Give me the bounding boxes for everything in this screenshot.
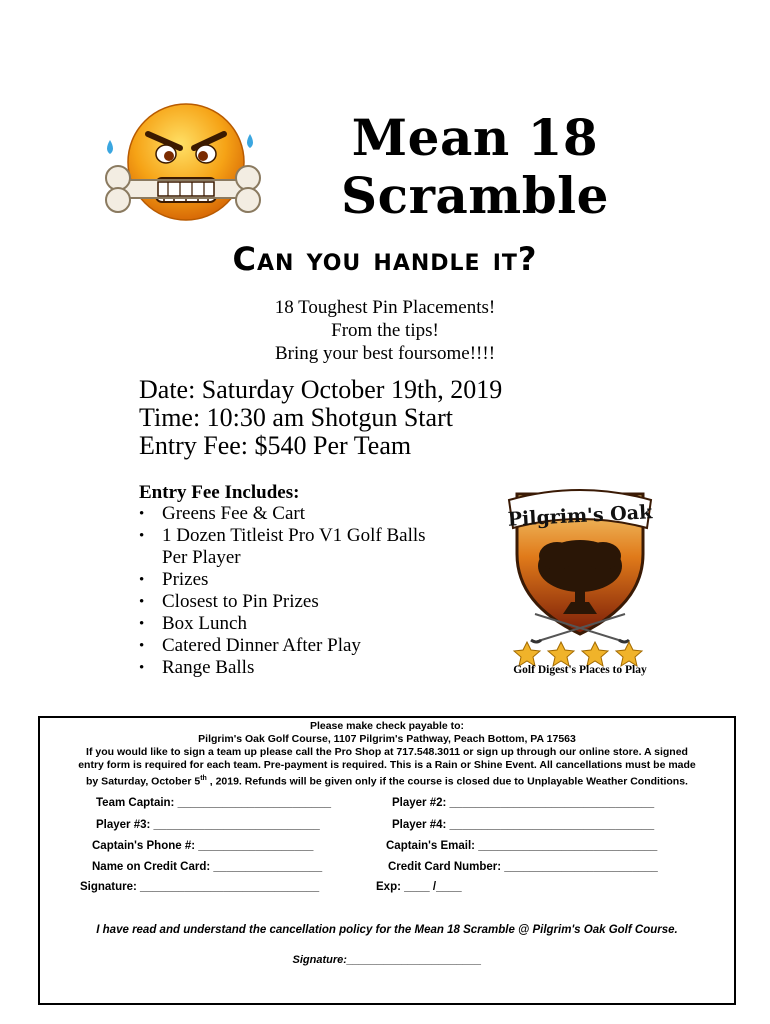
flyer-title-line1: Mean 18 — [351, 108, 599, 167]
list-item: • Prizes — [139, 569, 499, 591]
list-item: • Catered Dinner After Play — [139, 635, 499, 657]
logo-name: Pilgrim's Oak — [507, 501, 653, 531]
list-item: • Range Balls — [139, 657, 499, 679]
list-item: • 1 Dozen Titleist Pro V1 Golf Balls Per Player — [139, 525, 452, 569]
event-time: Time: 10:30 am Shotgun Start — [139, 403, 453, 432]
captain-phone-field[interactable]: Captain's Phone #: __________________ — [92, 840, 314, 852]
form-deadline-text: by Saturday, October 5 — [86, 775, 201, 788]
logo-caption: Golf Digest's Places to Play — [513, 664, 647, 676]
form-refund-text: , 2019. Refunds will be given only if the course is closed due to Unplayable Weather Conditions. — [206, 775, 688, 788]
includes-list — [139, 503, 499, 679]
player4-field[interactable]: Player #4: ________________________________ — [392, 819, 655, 831]
intro-line: From the tips! — [331, 320, 439, 341]
includes-heading: Entry Fee Includes: — [139, 482, 300, 503]
credit-card-number-field[interactable]: Credit Card Number: ________________________ — [388, 861, 658, 873]
list-item: • Closest to Pin Prizes — [139, 591, 499, 613]
form-instructions: If you would like to sign a team up please call the Pro Shop at 717.548.3011 or sign up through our online store. A signed — [86, 746, 688, 758]
form-address: Pilgrim's Oak Golf Course, 1107 Pilgrim's Pathway, Peach Bottom, PA 17563 — [198, 733, 576, 745]
intro-line: 18 Toughest Pin Placements! — [274, 297, 496, 318]
expiration-field[interactable]: Exp: ____ /____ — [376, 881, 462, 893]
flyer-tagline: Can you handle it? — [232, 240, 538, 278]
entry-fee: Entry Fee: $540 Per Team — [139, 431, 412, 460]
form-instructions: entry form is required for each team. Pre-payment is required. This is a Rain or Shine Event. All cancellations must be made — [78, 759, 696, 771]
acknowledgement-signature-field[interactable]: Signature:______________________ — [292, 954, 482, 966]
cancellation-acknowledgement: I have read and understand the cancellation policy for the Mean 18 Scramble @ Pilgrim's Oak Golf Course. — [96, 924, 678, 936]
event-date: Date: Saturday October 19th, 2019 — [139, 375, 503, 404]
player2-field[interactable]: Player #2: ________________________________ — [392, 797, 655, 809]
signature-field[interactable]: Signature: ____________________________ — [80, 881, 320, 893]
flyer-title-line2: Scramble — [341, 166, 609, 225]
registration-form — [38, 716, 736, 1005]
intro-line: Bring your best foursome!!!! — [274, 343, 496, 364]
captain-email-field[interactable]: Captain's Email: ____________________________ — [386, 840, 658, 852]
angry-emoji-bone-icon — [98, 100, 268, 230]
list-item: • Box Lunch — [139, 613, 499, 635]
form-payable-heading: Please make check payable to: — [309, 720, 465, 732]
list-item: • Greens Fee & Cart — [139, 503, 499, 525]
pilgrims-oak-logo — [505, 474, 655, 684]
form-instructions — [40, 772, 734, 789]
credit-card-name-field[interactable]: Name on Credit Card: _________________ — [92, 861, 323, 873]
player3-field[interactable]: Player #3: __________________________ — [96, 819, 320, 831]
ordinal-suffix: th — [200, 775, 207, 782]
team-captain-field[interactable]: Team Captain: ________________________ — [96, 797, 332, 809]
